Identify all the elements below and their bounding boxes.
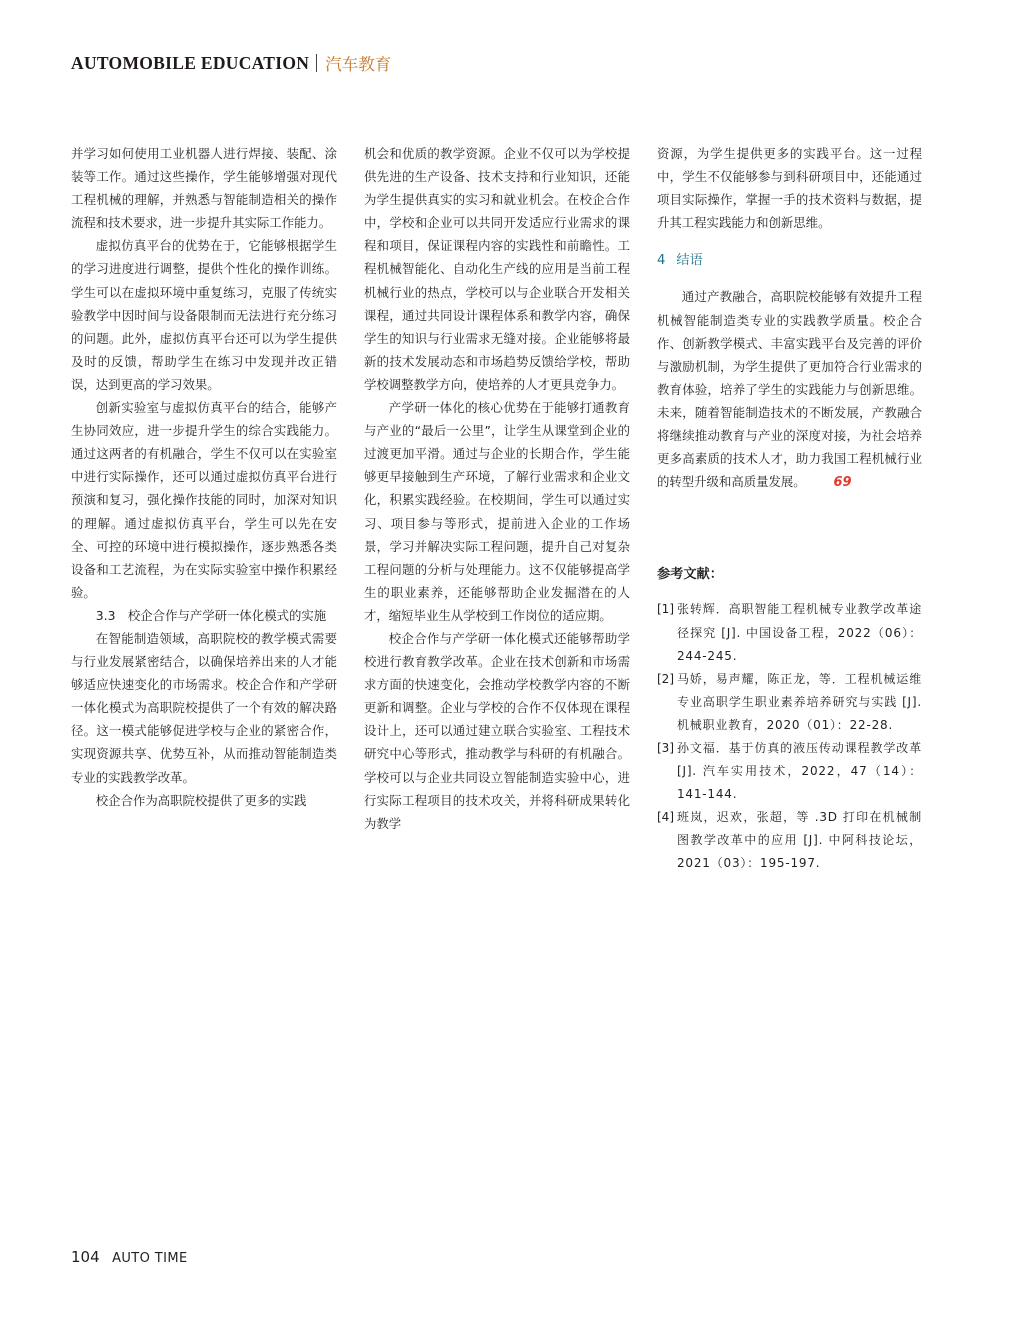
reference-item	[657, 737, 922, 806]
header-divider	[316, 54, 317, 72]
paragraph: 校企合作为高职院校提供了更多的实践	[95, 792, 307, 808]
section-title: 结语	[676, 253, 703, 269]
reference-text: 马娇，易声耀，陈正龙，等．工程机械运维专业高职学生职业素养培养研究与实践 [J]. 机械职业教育，2020（01）：22-28.	[677, 671, 922, 732]
paragraph: 创新实验室与虚拟仿真平台的结合，能够产生协同效应，进一步提升学生的综合实践能力。通过这两者的有机融合，学生不仅可以在实验室中进行实际操作，还可以通过虚拟仿真平台进行预演和复习，强化操作技能的同时，加深对知识的理解。通过虚拟仿真平台，学生可以先在安全、可控的环境中进行模拟操作，逐步熟悉各类设备和工艺流程，为在实际实验室中操作积累经验。	[71, 400, 337, 600]
text-column-3	[657, 142, 922, 876]
reference-text: 孙文福．基于仿真的液压传动课程教学改革 [J]. 汽车实用技术，2022，47（14）：141-144.	[677, 740, 922, 802]
article-end-mark: 69	[833, 475, 852, 491]
paragraph: 并学习如何使用工业机器人进行焊接、装配、涂装等工作。通过这些操作，学生能够增强对现代工程机械的理解，并熟悉与智能制造相关的操作流程和技术要求，进一步提升其实际工作能力。	[71, 146, 337, 231]
page-number: 104	[71, 1248, 100, 1266]
subsection-heading: 3.3 校企合作与产学研一体化模式的实施	[95, 607, 327, 623]
reference-text: 班岚，迟欢，张超，等 .3D 打印在机械制图教学改革中的应用 [J]. 中阿科技论坛，2021（03）：195-197.	[677, 810, 922, 871]
section-number: 4	[657, 253, 666, 269]
section-heading	[657, 249, 922, 272]
reference-item	[657, 806, 922, 875]
publication-name: AUTO TIME	[112, 1251, 188, 1266]
paragraph: 产学研一体化的核心优势在于能够打通教育与产业的“最后一公里”，让学生从课堂到企业的过渡更加平滑。通过与企业的长期合作，学生能够更早接触到生产环境，了解行业需求和企业文化，积累实践经验。在校期间，学生可以通过实习、项目参与等形式，提前进入企业的工作场景，学习并解决实际工程问题，提升自己对复杂工程问题的分析与处理能力。这不仅能够提高学生的职业素养，还能够帮助企业发掘潜在的人才，缩短毕业生从学校到工作岗位的适应期。	[364, 400, 630, 623]
journal-name-cn: 汽车教育	[325, 55, 392, 74]
reference-number: [3]	[657, 740, 674, 755]
reference-number: [2]	[657, 671, 674, 686]
page-footer	[71, 1248, 188, 1266]
paragraph: 在智能制造领域，高职院校的教学模式需要与行业发展紧密结合，以确保培养出来的人才能够适应快速变化的市场需求。校企合作和产学研一体化模式为高职院校提供了一个有效的解决路径。这一模式能够促进学校与企业的紧密合作，实现资源共享、优势互补，从而推动智能制造类专业的实践教学改革。	[71, 630, 337, 785]
journal-name-en: AUTOMOBILE EDUCATION	[71, 52, 310, 73]
text-column-1	[71, 142, 337, 812]
paragraph: 机会和优质的教学资源。企业不仅可以为学校提供先进的生产设备、技术支持和行业知识，还能为学生提供真实的实习和就业机会。在校企合作中，学校和企业可以共同开发适应行业需求的课程和项目，保证课程内容的实践性和前瞻性。工程机械智能化、自动化生产线的应用是当前工程机械行业的热点，学校可以与企业联合开发相关课程，通过共同设计课程体系和教学内容，确保学生的知识与行业需求无缝对接。企业能够将最新的技术发展动态和市场趋势反馈给学校，帮助学校调整教学方向，使培养的人才更具竞争力。	[364, 146, 630, 392]
paragraph: 资源，为学生提供更多的实践平台。这一过程中，学生不仅能够参与到科研项目中，还能通过项目实际操作，掌握一手的技术资料与数据，提升其工程实践能力和创新思维。	[657, 146, 922, 231]
reference-text: 张转辉．高职智能工程机械专业教学改革途径探究 [J]. 中国设备工程，2022（06）：244-245.	[677, 602, 922, 663]
paragraph-text: 通过产教融合，高职院校能够有效提升工程机械智能制造类专业的实践教学质量。校企合作、创新教学模式、丰富实践平台及完善的评价与激励机制，为学生提供了更加符合行业需求的教育体验，培养了学生的实践能力与创新思维。未来，随着智能制造技术的不断发展，产教融合将继续推动教育与产业的深度对接，为社会培养更多高素质的技术人才，助力我国工程机械行业的转型升级和高质量发展。	[657, 289, 922, 490]
conclusion-paragraph	[657, 285, 922, 493]
reference-number: [1]	[657, 602, 674, 617]
reference-item	[657, 598, 922, 667]
text-column-2	[364, 142, 630, 835]
references-title: 参考文献：	[657, 567, 723, 583]
reference-number: [4]	[657, 810, 674, 825]
journal-header	[71, 50, 391, 76]
reference-item	[657, 668, 922, 737]
reference-list	[657, 598, 922, 875]
paragraph: 虚拟仿真平台的优势在于，它能够根据学生的学习进度进行调整，提供个性化的操作训练。学生可以在虚拟环境中重复练习，克服了传统实验教学中因时间与设备限制而无法进行充分练习的问题。此外，虚拟仿真平台还可以为学生提供及时的反馈，帮助学生在练习中发现并改正错误，达到更高的学习效果。	[71, 238, 337, 392]
paragraph: 校企合作与产学研一体化模式还能够帮助学校进行教育教学改革。企业在技术创新和市场需求方面的快速变化，会推动学校教学内容的不断更新和调整。企业与学校的合作不仅体现在课程设计上，还可以通过建立联合实验室、工程技术研究中心等形式，推动教学与科研的有机融合。学校可以与企业共同设立智能制造实验中心，进行实际工程项目的技术攻关，并将科研成果转化为教学	[364, 630, 630, 831]
